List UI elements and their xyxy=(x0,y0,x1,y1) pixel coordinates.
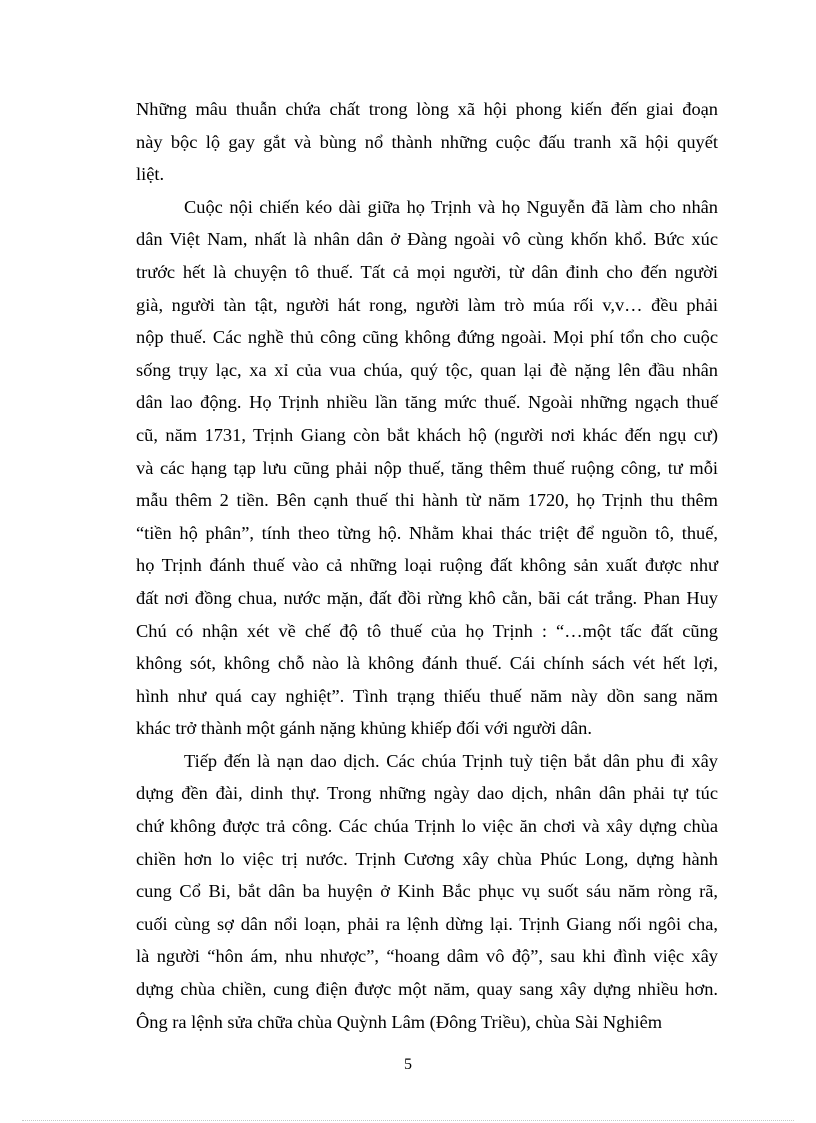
text-line: “tiền hộ phân”, tính theo từng hộ. Nhằm khai thác triệt để nguồn tô, thuế, xyxy=(136,522,718,543)
page-body xyxy=(136,93,718,1038)
bottom-dotted-rule xyxy=(22,1120,794,1121)
text-line: mẫu thêm 2 tiền. Bên cạnh thuế thi hành từ năm 1720, họ Trịnh thu thêm xyxy=(136,490,718,511)
text-line: Những mâu thuẫn chứa chất trong lòng xã hội phong kiến đến giai đoạn xyxy=(136,99,718,119)
paragraph xyxy=(136,191,718,745)
text-line: cung Cổ Bi, bắt dân ba huyện ở Kinh Bắc phục vụ suốt sáu năm ròng rã, xyxy=(136,881,718,902)
text-line: dân Việt Nam, nhất là nhân dân ở Đàng ngoài vô cùng khốn khổ. Bức xúc xyxy=(136,229,718,250)
text-line: nộp thuế. Các nghề thủ công cũng không đứng ngoài. Mọi phí tổn cho cuộc xyxy=(136,327,718,348)
text-line: cũ, năm 1731, Trịnh Giang còn bắt khách hộ (người nơi khác đến ngụ cư) xyxy=(136,424,718,445)
text-line: sống trụy lạc, xa xỉ của vua chúa, quý tộc, quan lại đè nặng lên đầu nhân xyxy=(136,359,718,380)
text-line: Cuộc nội chiến kéo dài giữa họ Trịnh và họ Nguyễn đã làm cho nhân xyxy=(184,196,718,217)
text-line: già, người tàn tật, người hát rong, người làm trò múa rối v,v… đều phải xyxy=(136,294,718,315)
text-line: dân lao động. Họ Trịnh nhiều lần tăng mức thuế. Ngoài những ngạch thuế xyxy=(136,392,718,413)
text-line: họ Trịnh đánh thuế vào cả những loại ruộng đất không sản xuất được như xyxy=(136,555,718,576)
text-line: và các hạng tạp lưu cũng phải nộp thuế, tăng thêm thuế ruộng công, tư mỗi xyxy=(136,457,718,478)
page-number: 5 xyxy=(404,1056,412,1073)
paragraph xyxy=(136,745,718,1038)
text-line: là người “hôn ám, nhu nhược”, “hoang dâm vô độ”, sau khi đình việc xây xyxy=(136,946,718,967)
text-line: đất nơi đồng chua, nước mặn, đất đồi rừng khô cằn, bãi cát trắng. Phan Huy xyxy=(136,587,718,608)
paragraph xyxy=(136,93,718,191)
text-line: dựng chùa chiền, cung điện được một năm, quay sang xây dựng nhiều hơn. xyxy=(136,979,718,1000)
text-line: không sót, không chỗ nào là không đánh thuế. Cái chính sách vét hết lợi, xyxy=(136,653,718,674)
text-line: Ông ra lệnh sửa chữa chùa Quỳnh Lâm (Đông Triều), chùa Sài Nghiêm xyxy=(136,1011,663,1032)
text-line: hình như quá cay nghiệt”. Tình trạng thiếu thuế năm này dồn sang năm xyxy=(136,685,718,706)
text-line: khác trở thành một gánh nặng khủng khiếp đối với người dân. xyxy=(136,718,592,739)
text-line: dựng đền đài, dinh thự. Trong những ngày dao dịch, nhân dân phải tự túc xyxy=(136,783,718,804)
text-line: liệt. xyxy=(136,164,165,185)
text-line: chứ không được trả công. Các chúa Trịnh lo việc ăn chơi và xây dựng chùa xyxy=(136,816,718,837)
text-line: trước hết là chuyện tô thuế. Tất cả mọi người, từ dân đinh cho đến người xyxy=(136,261,718,282)
text-line: Tiếp đến là nạn dao dịch. Các chúa Trịnh tuỳ tiện bắt dân phu đi xây xyxy=(184,750,718,771)
text-line: cuối cùng sợ dân nổi loạn, phải ra lệnh dừng lại. Trịnh Giang nối ngôi cha, xyxy=(136,913,718,934)
text-line: Chú có nhận xét về chế độ tô thuế của họ Trịnh : “…một tấc đất cũng xyxy=(136,620,718,641)
text-line: này bộc lộ gay gắt và bùng nổ thành những cuộc đấu tranh xã hội quyết xyxy=(136,131,718,152)
text-line: chiền hơn lo việc trị nước. Trịnh Cương xây chùa Phúc Long, dựng hành xyxy=(136,848,718,869)
